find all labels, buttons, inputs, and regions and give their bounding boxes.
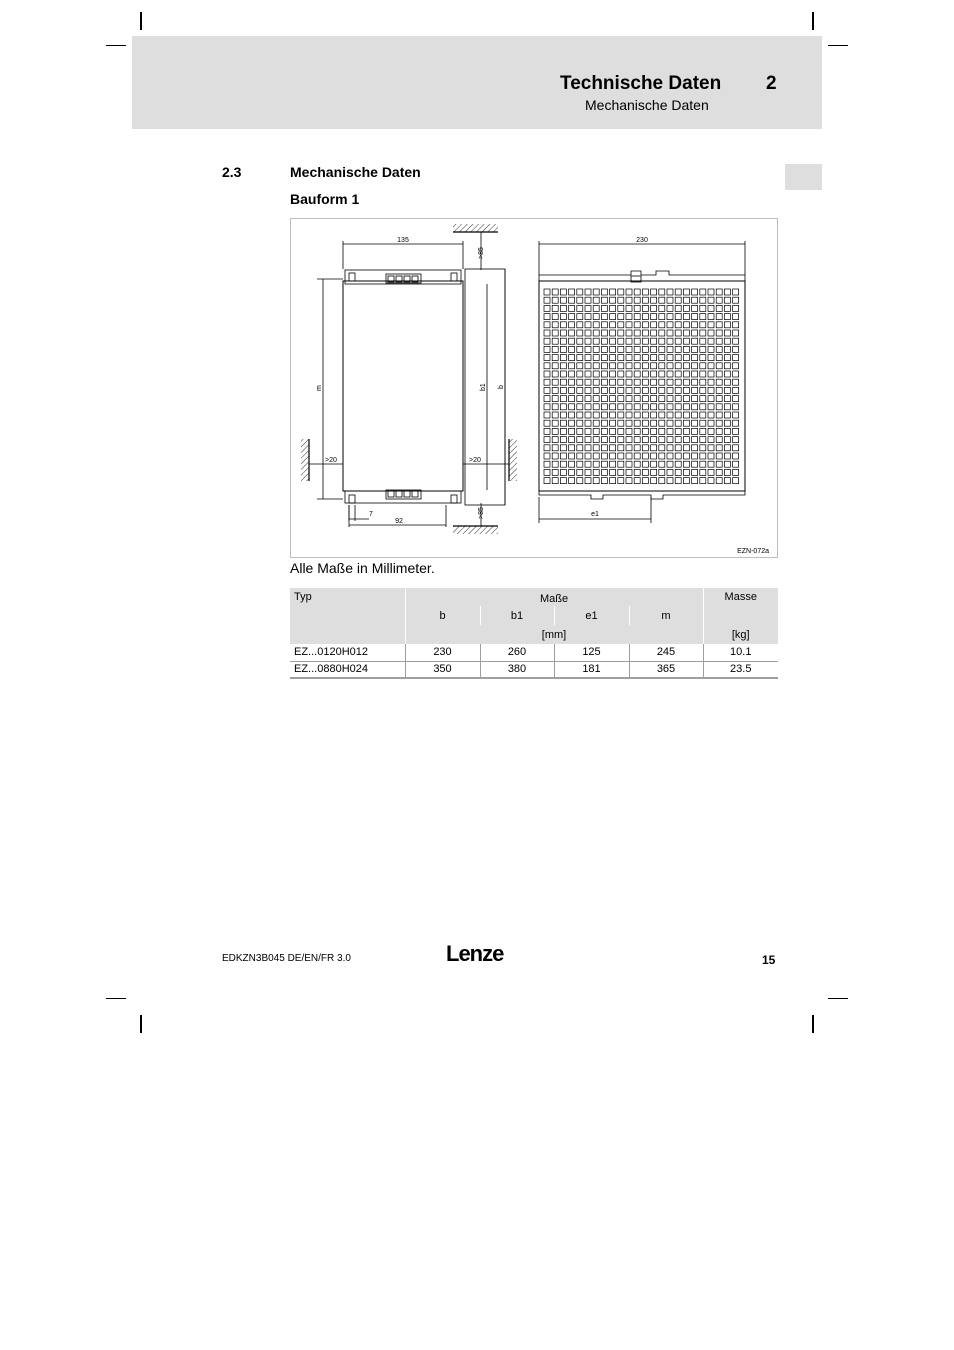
- section-title: Mechanische Daten: [290, 164, 421, 180]
- crop-mark: [106, 998, 126, 999]
- col-header-e1: e1: [554, 606, 629, 625]
- crop-mark: [140, 1015, 142, 1033]
- front-view: [301, 224, 517, 534]
- front-view-labels: [316, 237, 505, 525]
- crop-mark: [828, 998, 848, 999]
- cell-e1: 125: [554, 644, 629, 661]
- cell-e1: 181: [554, 661, 629, 678]
- dim-b: b: [498, 385, 505, 389]
- dim-gt20-left: >20: [325, 457, 337, 464]
- cell-b: 230: [405, 644, 480, 661]
- table-row: [290, 644, 778, 661]
- dim-gt85-top: >85: [478, 247, 485, 259]
- section-subtitle: Bauform 1: [290, 191, 360, 207]
- dim-b1: b1: [480, 383, 487, 391]
- unit-kg: [kg]: [703, 625, 778, 644]
- cell-b1: 380: [480, 661, 554, 678]
- cell-masse: 10.1: [730, 646, 752, 659]
- dim-92: 92: [395, 518, 403, 525]
- figure-code: EZN-072a: [737, 548, 769, 555]
- crop-mark: [828, 45, 848, 46]
- section-number: 2.3: [222, 164, 242, 180]
- dim-135: 135: [397, 237, 409, 244]
- figure-caption: Alle Maße in Millimeter.: [290, 560, 435, 576]
- dim-230: 230: [636, 237, 648, 244]
- dim-e1: e1: [591, 511, 599, 518]
- lenze-logo: Lenze: [446, 941, 504, 966]
- cell-typ: EZ...0120H012: [290, 644, 405, 661]
- crop-mark: [106, 45, 126, 46]
- dim-gt85-bottom: >85: [478, 507, 485, 519]
- unit-mm: [mm]: [541, 628, 567, 641]
- top-view: [539, 241, 745, 523]
- cell-m: 365: [629, 661, 703, 678]
- cell-m: 245: [629, 644, 703, 661]
- cell-typ: EZ...0880H024: [290, 661, 405, 678]
- dim-7: 7: [369, 511, 373, 518]
- dimension-table: [290, 588, 778, 679]
- document-id: EDKZN3B045 DE/EN/FR 3.0: [222, 953, 351, 964]
- page-number: 15: [762, 953, 776, 967]
- col-header-masse-group: Maße: [539, 592, 569, 605]
- col-header-b1: b1: [480, 606, 554, 625]
- col-header-b: b: [405, 606, 480, 625]
- dimension-drawing: [290, 218, 778, 558]
- cell-masse: 23.5: [730, 663, 752, 676]
- chapter-number: 2: [766, 73, 777, 94]
- vent-grid: [544, 289, 739, 484]
- crop-mark: [812, 1015, 814, 1033]
- col-header-m: m: [661, 609, 671, 622]
- page-title: Technische Daten: [560, 73, 722, 94]
- page-subtitle: Mechanische Daten: [585, 97, 709, 113]
- col-header-typ: Typ: [290, 588, 405, 644]
- dim-m: m: [316, 385, 323, 391]
- chapter-tab: [785, 164, 822, 190]
- crop-mark: [140, 12, 142, 30]
- dim-gt20-right: >20: [469, 457, 481, 464]
- cell-b1: 260: [480, 644, 554, 661]
- col-header-masse: Masse: [703, 588, 778, 625]
- crop-mark: [812, 12, 814, 30]
- cell-b: 350: [405, 661, 480, 678]
- table-row: [290, 661, 778, 678]
